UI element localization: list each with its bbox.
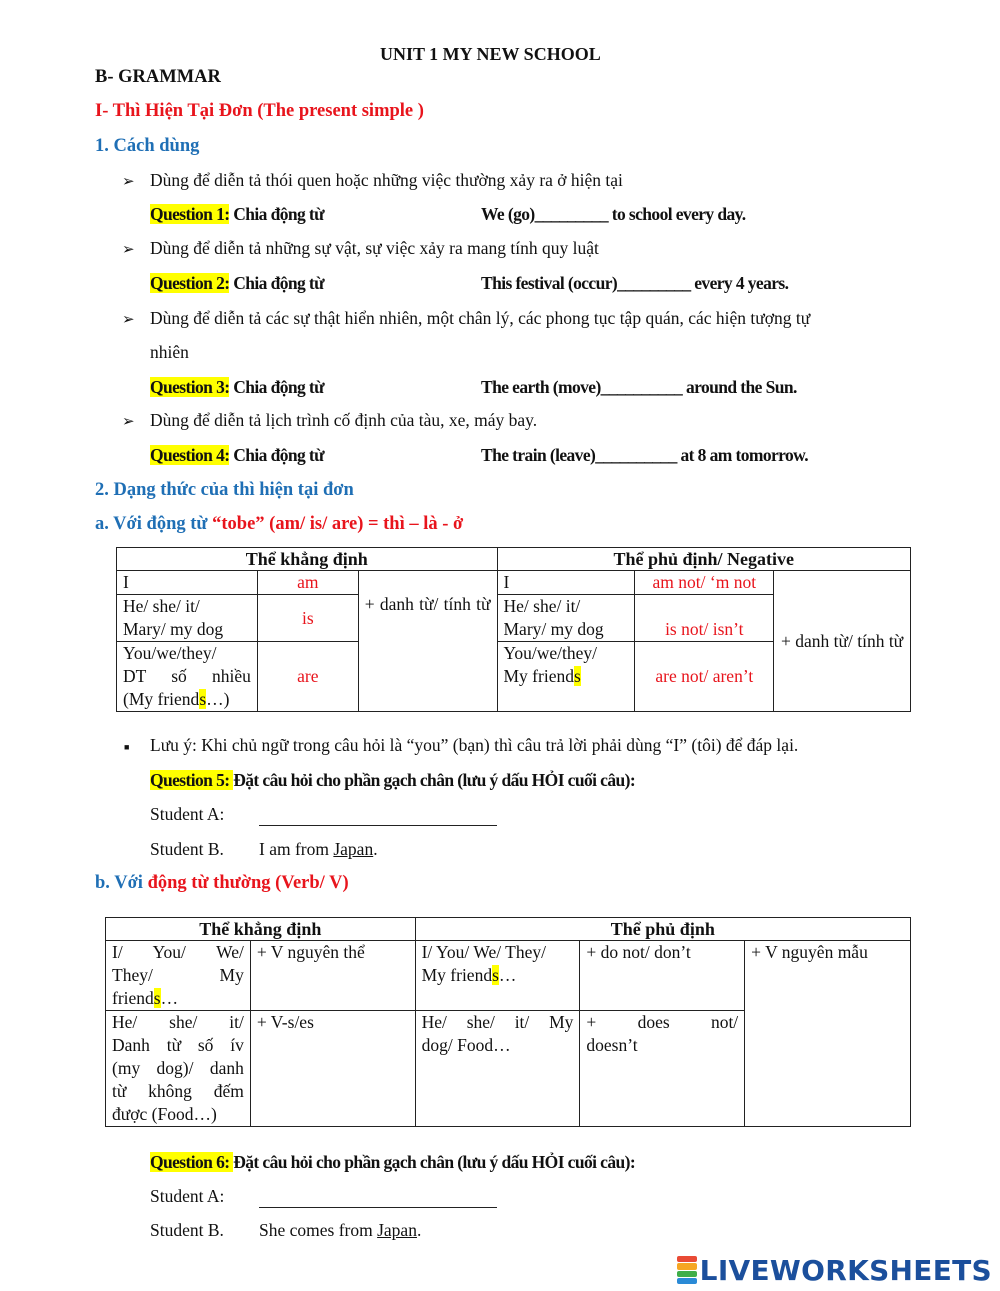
tobe-neg-am-not: am not/ ‘m not (635, 571, 774, 595)
verb-neg-base-form: + V nguyên mẫu (745, 941, 911, 1127)
tobe-negative-header: Thể phủ định/ Negative (497, 548, 911, 571)
question-3 (150, 377, 324, 398)
highlight: s (153, 988, 161, 1008)
text: . (373, 839, 378, 859)
question-4-instruction: Chia động từ (233, 445, 325, 465)
liveworksheets-badge-icon (677, 1256, 697, 1284)
text: . (416, 1220, 422, 1240)
question-6-label: Question 6: (150, 1152, 234, 1172)
usage-bullet-3: Dùng để diễn tả các sự thật hiển nhiên, một chân lý, các phong tục tập quán, các hiện tượng tự (150, 308, 811, 328)
badge-segment (677, 1278, 697, 1284)
arrow-bullet-icon: ➢ (122, 240, 135, 258)
question-1-label: Question 1: (150, 204, 230, 224)
question-4 (150, 445, 324, 466)
badge-segment (677, 1263, 697, 1269)
form-heading: 2. Dạng thức của thì hiện tại đơn (95, 480, 354, 500)
section-title: B- GRAMMAR (95, 67, 221, 87)
question-5 (150, 770, 635, 791)
q6-answer-blank[interactable] (259, 1207, 497, 1208)
complement-line: + danh từ/ tính từ (364, 594, 491, 614)
question-6 (150, 1152, 635, 1173)
tobe-verb-am: am (257, 571, 358, 595)
tobe-affirmative-header: Thể khẳng định (117, 548, 498, 571)
verb-neg-subject-plural (415, 941, 580, 1011)
aux-line: + does not/ (586, 1012, 739, 1032)
tobe-heading (95, 514, 463, 535)
subject-line: DT số nhiều (123, 666, 251, 686)
verb-affirmative-header: Thể khẳng định (106, 918, 416, 941)
question-2-sentence[interactable]: This festival (occur)_________ every 4 years. (481, 273, 789, 293)
question-5-label: Question 5: (150, 770, 234, 790)
question-3-label: Question 3: (150, 377, 230, 397)
tobe-neg-are-not: are not/ aren’t (635, 642, 774, 712)
unit-title: UNIT 1 MY NEW SCHOOL (380, 44, 601, 64)
q5-answer-blank[interactable] (259, 825, 497, 826)
question-2-label: Question 2: (150, 273, 230, 293)
subject-line: Mary/ my dog (503, 619, 604, 639)
highlight: s (199, 689, 207, 709)
tobe-negative-complement: + danh từ/ tính từ (774, 571, 911, 712)
subject-line: He/ she/ it/ My (421, 1012, 574, 1032)
verb-neg-subject-singular (415, 1011, 580, 1127)
question-3-instruction: Chia động từ (233, 377, 325, 397)
underlined-word: Japan (333, 839, 374, 859)
subject-line: từ không đếm (112, 1081, 244, 1101)
subject-line (123, 688, 251, 711)
subject-line: He/ she/ it/ (112, 1012, 244, 1032)
usage-bullet-2: Dùng để diễn tả những sự vật, sự việc xảy ra mang tính quy luật (150, 238, 599, 258)
tobe-heading-prefix: a. Với động từ (95, 514, 213, 534)
usage-bullet-1: Dùng để diễn tả thói quen hoặc những việc thường xảy ra ở hiện tại (150, 170, 623, 190)
verb-s-es-form: + V-s/es (250, 1011, 415, 1127)
tobe-subject-plural (117, 642, 258, 712)
q5-student-a: Student A: (150, 804, 225, 824)
tobe-neg-subject-he-she-it (497, 595, 635, 642)
subject-line: Mary/ my dog (123, 619, 224, 639)
badge-segment (677, 1256, 697, 1262)
liveworksheets-logo[interactable] (677, 1255, 992, 1285)
subject-line: They/ My (112, 965, 244, 985)
logo-text: LIVEWORKSHEETS (699, 1253, 992, 1287)
highlight: s (573, 666, 581, 686)
question-4-label: Question 4: (150, 445, 230, 465)
subject-line (422, 964, 574, 987)
text: friend (112, 988, 154, 1008)
tobe-neg-subject-i: I (497, 571, 635, 595)
tobe-verb-is: is (257, 595, 358, 642)
verb-neg-does-not (580, 1011, 745, 1127)
usage-heading: 1. Cách dùng (95, 136, 200, 156)
subject-line: dog/ Food… (421, 1035, 511, 1055)
tobe-table (116, 547, 911, 712)
text: My friend (503, 666, 574, 686)
verb-heading-prefix: b. Với (95, 873, 148, 893)
text: …) (206, 689, 230, 709)
usage-bullet-3-cont: nhiên (150, 342, 189, 362)
text: … (498, 965, 517, 985)
question-4-sentence[interactable]: The train (leave)__________ at 8 am tomorrow. (481, 445, 808, 465)
question-2 (150, 273, 324, 294)
verb-negative-header: Thể phủ định (415, 918, 910, 941)
arrow-bullet-icon: ➢ (122, 412, 135, 430)
tobe-subject-i: I (117, 571, 258, 595)
subject-line: I/ You/ We/ (112, 942, 244, 962)
question-3-sentence[interactable]: The earth (move)__________ around the Sun. (481, 377, 797, 397)
arrow-bullet-icon: ➢ (122, 172, 135, 190)
arrow-bullet-icon: ➢ (122, 310, 135, 328)
part1-title: I- Thì Hiện Tại Đơn (The present simple ) (95, 101, 424, 121)
tobe-neg-subject-plural (497, 642, 635, 712)
verb-heading-suffix: động từ thường (Verb/ V) (147, 873, 349, 893)
verb-table (105, 917, 911, 1127)
q6-answer (259, 1220, 421, 1241)
subject-line: You/we/they/ (503, 643, 598, 663)
subject-line: He/ she/ it/ (503, 596, 581, 616)
highlight: s (492, 965, 499, 985)
subject-line (504, 665, 629, 688)
square-bullet-icon: ■ (124, 742, 130, 752)
text: She comes from (259, 1220, 378, 1240)
question-2-instruction: Chia động từ (233, 273, 325, 293)
subject-line: (my dog)/ danh (112, 1058, 244, 1078)
subject-line: Danh từ số ív (112, 1035, 244, 1055)
q6-student-a: Student A: (150, 1186, 225, 1206)
subject-line: I/ You/ We/ They/ (421, 942, 546, 962)
question-6-instruction: Đặt câu hỏi cho phần gạch chân (lưu ý dấu HỎI cuối câu): (233, 1152, 636, 1172)
question-5-instruction: Đặt câu hỏi cho phần gạch chân (lưu ý dấu HỎI cuối câu): (233, 770, 636, 790)
usage-bullet-4: Dùng để diễn tả lịch trình cố định của tàu, xe, máy bay. (150, 410, 538, 430)
subject-line: được (Food…) (112, 1104, 217, 1124)
tobe-heading-suffix: “tobe” (am/ is/ are) = thì – là - ở (212, 514, 464, 534)
text: I am from (259, 839, 334, 859)
question-1-sentence[interactable]: We (go)_________ to school every day. (481, 204, 746, 224)
tobe-neg-is-not: is not/ isn’t (635, 595, 774, 642)
text: … (160, 988, 179, 1008)
verb-subject-singular (106, 1011, 251, 1127)
subject-line: He/ she/ it/ (123, 596, 200, 616)
verb-base-form: + V nguyên thể (250, 941, 415, 1011)
q5-student-b: Student B. (150, 839, 224, 859)
question-1-instruction: Chia động từ (233, 204, 325, 224)
text: My friend (421, 965, 493, 985)
aux-line: doesn’t (586, 1035, 638, 1055)
text: (My friend (123, 689, 200, 709)
q5-answer (259, 839, 378, 860)
note-text: Lưu ý: Khi chủ ngữ trong câu hỏi là “you” (bạn) thì câu trả lời phải dùng “I” (tôi) để đáp lại. (150, 735, 799, 755)
tobe-affirmative-complement (358, 571, 497, 712)
badge-segment (677, 1271, 697, 1277)
subject-line (112, 987, 244, 1010)
subject-line: You/we/they/ (123, 643, 217, 663)
q6-student-b: Student B. (150, 1220, 224, 1240)
verb-heading (95, 873, 349, 894)
tobe-subject-he-she-it (117, 595, 258, 642)
question-1 (150, 204, 324, 225)
underlined-word: Japan (377, 1220, 417, 1240)
verb-neg-do-not: + do not/ don’t (580, 941, 745, 1011)
verb-subject-plural (106, 941, 251, 1011)
tobe-verb-are: are (257, 642, 358, 712)
